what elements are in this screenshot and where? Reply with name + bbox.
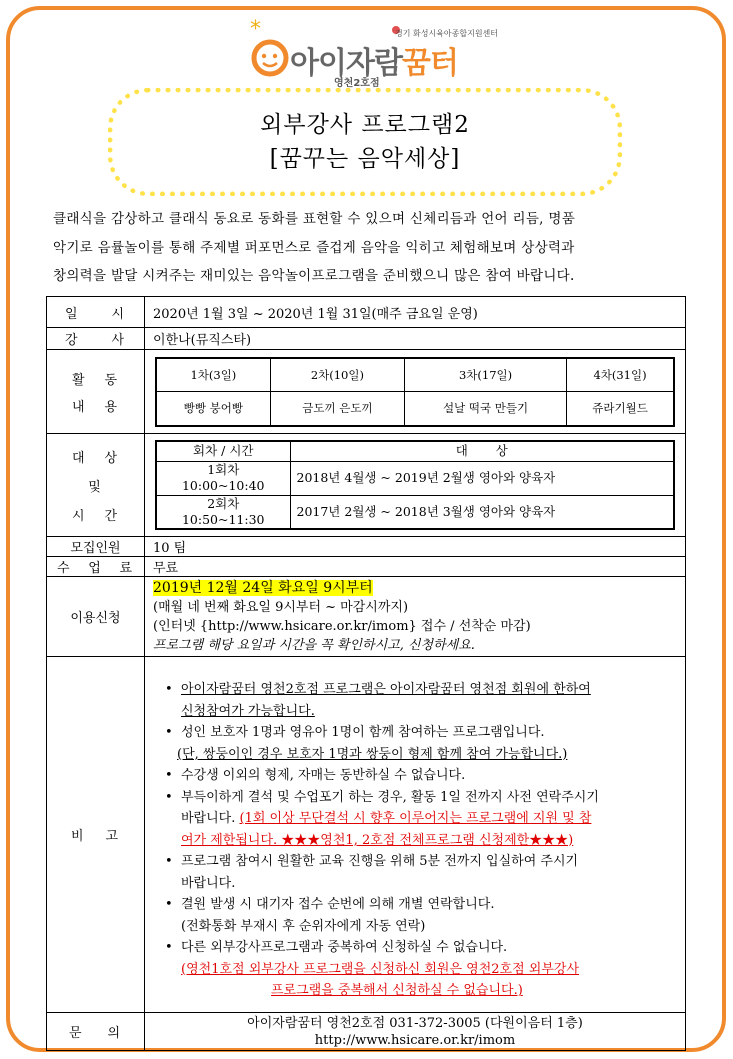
note-warning: 프로그램을 중복해서 신청하실 수 없습니다.) bbox=[271, 983, 523, 999]
program-title: 외부강사 프로그램2 bbox=[260, 112, 470, 138]
schedule-row bbox=[47, 297, 686, 328]
note-item: • 프로그램 참여시 원활한 교육 진행을 위해 5분 전까지 입실하여 주시기 bbox=[165, 854, 579, 870]
contact-url[interactable]: http://www.hsicare.or.kr/imom bbox=[314, 1032, 516, 1048]
recruit-label: 모집인원 bbox=[47, 537, 145, 557]
note-item: • 부득이하게 결석 및 수업포기 하는 경우, 활동 1일 전까지 사전 연락주시기 bbox=[165, 789, 599, 805]
session-table bbox=[155, 440, 675, 530]
activity-round: 1차(3일) bbox=[156, 358, 270, 392]
instructor-row bbox=[47, 328, 686, 350]
note-item: • 결원 발생 시 대기자 접수 순번에 의해 개별 연락합니다. bbox=[165, 897, 495, 913]
activity-title: 금도끼 은도끼 bbox=[270, 392, 404, 426]
instructor-value: 이한나(뮤직스타) bbox=[145, 328, 686, 350]
session-header: 회차 / 시간 bbox=[156, 441, 290, 461]
note-item: • 다른 외부강사프로그램과 중복하여 신청하실 수 없습니다. bbox=[165, 940, 508, 956]
program-info-table bbox=[46, 296, 686, 1051]
title-box bbox=[108, 88, 622, 196]
activity-round: 2차(10일) bbox=[270, 358, 404, 392]
recruit-row bbox=[47, 537, 686, 557]
apply-row bbox=[47, 577, 686, 657]
target-cell: 2017년 2월생 ~ 2018년 3월생 영아와 양육자 bbox=[290, 495, 674, 529]
intro-text bbox=[53, 205, 693, 291]
apply-period: (매월 네 번째 화요일 9시부터 ~ 마감시까지) bbox=[153, 599, 409, 615]
instructor-label: 강 사 bbox=[47, 328, 145, 350]
svg-text:*: * bbox=[250, 18, 261, 42]
notes-list: • 아이자람꿈터 영천2호점 프로그램은 아이자람꿈터 영천점 회원에 한하여 신청참여가 가능합니다. • 성인 보호자 1명과 영유아 1명이 함께 참여하는 프로그램입니다. (단, 쌍둥이인 경우 보호자 1명과 쌍둥이 형제 함께 참여 가능합니다.) • 수강생 이외의 형제, 자매는 동반하실 수 없습니다. • 부득이하게 결석 및 수업포기 하는 경우, 활동 1일 전까지 사전 연락주시기 바랍니다. (1회 이상 무단결석 시 향후 이루어지는 프로그램에 지원 및 참 여가 제한됩니다. ★★★영천1, 2호점 전체프로그램 신청제한★★★) • 프로그램 참여시 원활한 교육 진행을 위해 5분 전까지 입실하여 주시기 바랍니다. • 결원 발생 시 대기자 접수 순번에 의해 개별 연락합니다. (전화통화 부재시 후 순위자에게 자동 연락) • 다른 외부강사프로그램과 중복하여 신청하실 수 없습니다. (영천1호점 외부강사 프로그램을 신청하신 회원은 영천2호점 외부강사 프로그램을 중복해서 신청하실 수 없습니다.) bbox=[145, 657, 686, 1013]
activities-table bbox=[155, 357, 675, 427]
contact-info: 아이자람꿈터 영천2호점 031-372-3005 (다원이음터 1층) bbox=[247, 1015, 583, 1031]
logo-subtitle: 경기 화성시육아종합지원센터 bbox=[395, 29, 499, 38]
notes-row bbox=[47, 657, 686, 1013]
logo-branch: 영천2호점 bbox=[334, 78, 380, 89]
program-subtitle: [꿈꾸는 음악세상] bbox=[269, 146, 461, 172]
intro-line: 클래식을 감상하고 클래식 동요로 동화를 표현할 수 있으며 신체리듬과 언어 리듬, 명품 bbox=[53, 211, 576, 227]
apply-label: 이용신청 bbox=[47, 577, 145, 657]
note-item: • 아이자람꿈터 영천2호점 프로그램은 아이자람꿈터 영천점 회원에 한하여 bbox=[165, 682, 591, 698]
logo-wordmark-orange: 꿈터 bbox=[401, 46, 458, 81]
target-cell: 2018년 4월생 ~ 2019년 2월생 영아와 양육자 bbox=[290, 461, 674, 495]
schedule-label: 일 시 bbox=[47, 297, 145, 328]
contact-label: 문 의 bbox=[47, 1013, 145, 1051]
activity-title: 설날 떡국 만들기 bbox=[405, 392, 567, 426]
notes-label: 비 고 bbox=[47, 657, 145, 1013]
intro-line: 악기로 음률놀이를 통해 주제별 퍼포먼스로 즐겁게 음악을 익히고 체험해보며 상상력과 bbox=[53, 239, 575, 256]
note-item: • 수강생 이외의 형제, 자매는 동반하실 수 없습니다. bbox=[165, 768, 466, 784]
activity-round: 4차(31일) bbox=[567, 358, 674, 392]
note-item: • 성인 보호자 1명과 영유아 1명이 함께 참여하는 프로그램입니다. bbox=[165, 725, 545, 741]
activities-label: 활 동 내 용 bbox=[47, 350, 145, 434]
intro-line: 창의력을 발달 시켜주는 재미있는 음악놀이프로그램을 준비했으니 많은 참여 바랍니다. bbox=[53, 268, 575, 284]
schedule-value: 2020년 1월 3일 ~ 2020년 1월 31일(매주 금요일 운영) bbox=[145, 297, 686, 328]
target-row bbox=[47, 434, 686, 537]
apply-reminder: 프로그램 해당 요일과 시간을 꼭 확인하시고, 신청하세요. bbox=[153, 637, 475, 653]
activity-title: 빵빵 붕어빵 bbox=[156, 392, 270, 426]
fee-value: 무료 bbox=[145, 557, 686, 577]
contact-row bbox=[47, 1013, 686, 1051]
activity-title: 쥬라기월드 bbox=[567, 392, 674, 426]
note-warning: (영천1호점 외부강사 프로그램을 신청하신 회원은 영천2호점 외부강사 bbox=[181, 961, 580, 977]
session-cell: 1회차 10:00~10:40 bbox=[156, 461, 290, 495]
fee-row bbox=[47, 557, 686, 577]
session-cell: 2회차 10:50~11:30 bbox=[156, 495, 290, 529]
apply-method: (인터넷 {http://www.hsicare.or.kr/imom} 접수 / 선착순 마감) bbox=[153, 618, 531, 634]
fee-label: 수 업 료 bbox=[47, 557, 145, 577]
activities-row bbox=[47, 350, 686, 434]
logo-wordmark-gray: 아이자람 bbox=[290, 46, 402, 81]
apply-open-date: 2019년 12월 24일 화요일 9시부터 bbox=[153, 579, 373, 596]
activity-round: 3차(17일) bbox=[405, 358, 567, 392]
target-label: 대 상 및 시 간 bbox=[47, 434, 145, 537]
recruit-value: 10 팀 bbox=[145, 537, 686, 557]
target-header: 대 상 bbox=[290, 441, 674, 461]
